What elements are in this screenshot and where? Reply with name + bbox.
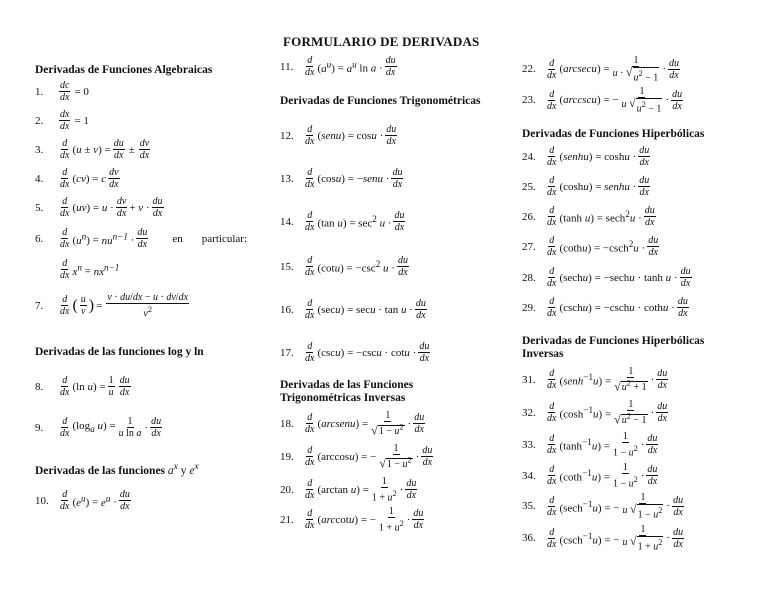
formula-36: 36. d dx (csch$^{-1}$u) = − 1 u √ $1 + u^2$ · du dx (522, 524, 684, 553)
section-hyperbolic-heading: Derivadas de Funciones Hiperbólicas (522, 128, 705, 140)
formula-2: 2. $\frac{dx}{dx}$ = 1 (35, 109, 89, 132)
section-trig-inverse-heading: Derivadas de las Funciones Trigonométricas Inversas (280, 379, 414, 404)
formula-9: 9. d dx ($\log_a$ u) = $\frac{1}{\text{u ln a}}$ · du dx (35, 416, 162, 439)
formula-10: 10. d dx $(e^u) = e^u$ · du dx (35, 489, 130, 512)
formula-6: 6. d dx $(u^n) = nu^{n-1}$ · du dx en particular: (35, 227, 247, 250)
formula-11: 11. d dx $(a^u) = a^u$ ln a · du dx (280, 55, 396, 78)
formula-6-particular: d dx $x^n = nx^{n-1}$ (60, 258, 120, 281)
formula-18: 18. d dx (arcsenu) = $\frac{1}{√1 - u^2}$ · du dx (280, 410, 425, 438)
formula-8: 8. d dx (ln u) = $\frac{1}{u}$ du dx (35, 375, 130, 398)
formula-29: 29. d dx (cschu) = −cschu · cothu · du dx (522, 296, 688, 319)
formula-19: 19. d dx (arccosu) = − $\frac{1}{√1 - u^2}$ · du dx (280, 443, 433, 471)
formula-13: 13. d dx (cosu) = −senu · du dx (280, 167, 403, 190)
formula-25: 25. d dx (coshu) = senhu · du dx (522, 175, 650, 198)
formula-33: 33. d dx $(\tanh^{-1}u)$ = $\frac{1}{1 - u^2}$ · du dx (522, 431, 658, 459)
section-log-heading: Derivadas de las funciones log y ln (35, 346, 204, 358)
formula-24: 24. d dx (senhu) = coshu · du dx (522, 145, 650, 168)
section-exp-heading: Derivadas de las funciones $a^x$ y $e^x$ (35, 461, 199, 477)
formula-34: 34. d dx (coth$^{-1}$u) = $\frac{1}{1 - u^2}$ · du dx (522, 462, 658, 490)
formula-22: 22. d dx (arcsecu) = 1 u · √ $u^2 - 1$ · du dx (522, 55, 679, 84)
section-algebraic-heading: Derivadas de Funciones Algebraicas (35, 64, 213, 76)
formula-31: 31. d dx (senh$^{-1}$u) = $\frac{1}{√u^2 + 1}$ · du dx (522, 366, 668, 394)
formula-20: 20. d dx (arctan u) = $\frac{1}{1 + u^2}$ · du dx (280, 476, 417, 504)
formula-5: 5. d dx (uv) = u · dv dx + v · du dx (35, 196, 163, 219)
formula-14: 14. d dx (tan $u) = \sec^2 u$ · du dx (280, 210, 405, 233)
formula-21: 21. d dx (arccotu) = − $\frac{1}{1 + u^2}$ · du dx (280, 506, 424, 534)
formula-16: 16. d dx (secu) = secu · tan u · du dx (280, 298, 426, 321)
formula-7: 7. d dx ( u v ) = $\frac{v \cdot du/dx - u \cdot dv/dx}{v^2}$ (35, 292, 189, 320)
formula-35: 35. d dx (sech$^{-1}$u) = − 1 u √ $1 - u^2$ · du dx (522, 492, 684, 521)
section-trig-heading: Derivadas de Funciones Trigonométricas (280, 95, 481, 107)
formula-4: 4. d dx (cv) = c dv dx (35, 167, 119, 190)
formula-15: 15. d dx $(\cot u) = -\csc^2$ u · du dx (280, 255, 408, 278)
formula-17: 17. d dx (cscu) = −cscu · cotu · du dx (280, 341, 430, 364)
formula-27: 27. d dx (cothu) = −csch$^2$u · du dx (522, 235, 659, 258)
formula-28: 28. d dx (sechu) = −sechu · tanh u · du dx (522, 266, 691, 289)
formula-23: 23. d dx (arccscu) = − 1 u √ $u^2 - 1$ · du dx (522, 86, 683, 115)
formula-32: 32. d dx $(\cosh^{-1}u)$ = $\frac{1}{√u^2 - 1}$ · du dx (522, 399, 668, 427)
formula-12: 12. d dx (senu) = cosu · du dx (280, 124, 397, 147)
page-title: FORMULARIO DE DERIVADAS (283, 34, 480, 49)
formula-3: 3. d dx (u ± v) = $\frac{du}{dx}$ ± $\frac{dv}{dx}$ (35, 138, 150, 161)
section-hyperbolic-inverse-heading: Derivadas de Funciones Hiperbólicas Inversas (522, 335, 705, 360)
formula-26: 26. d dx (tanh u) = sech$^2$u · du dx (522, 205, 655, 228)
formula-1: 1. $\frac{dc}{dx}$ = 0 (35, 80, 89, 103)
